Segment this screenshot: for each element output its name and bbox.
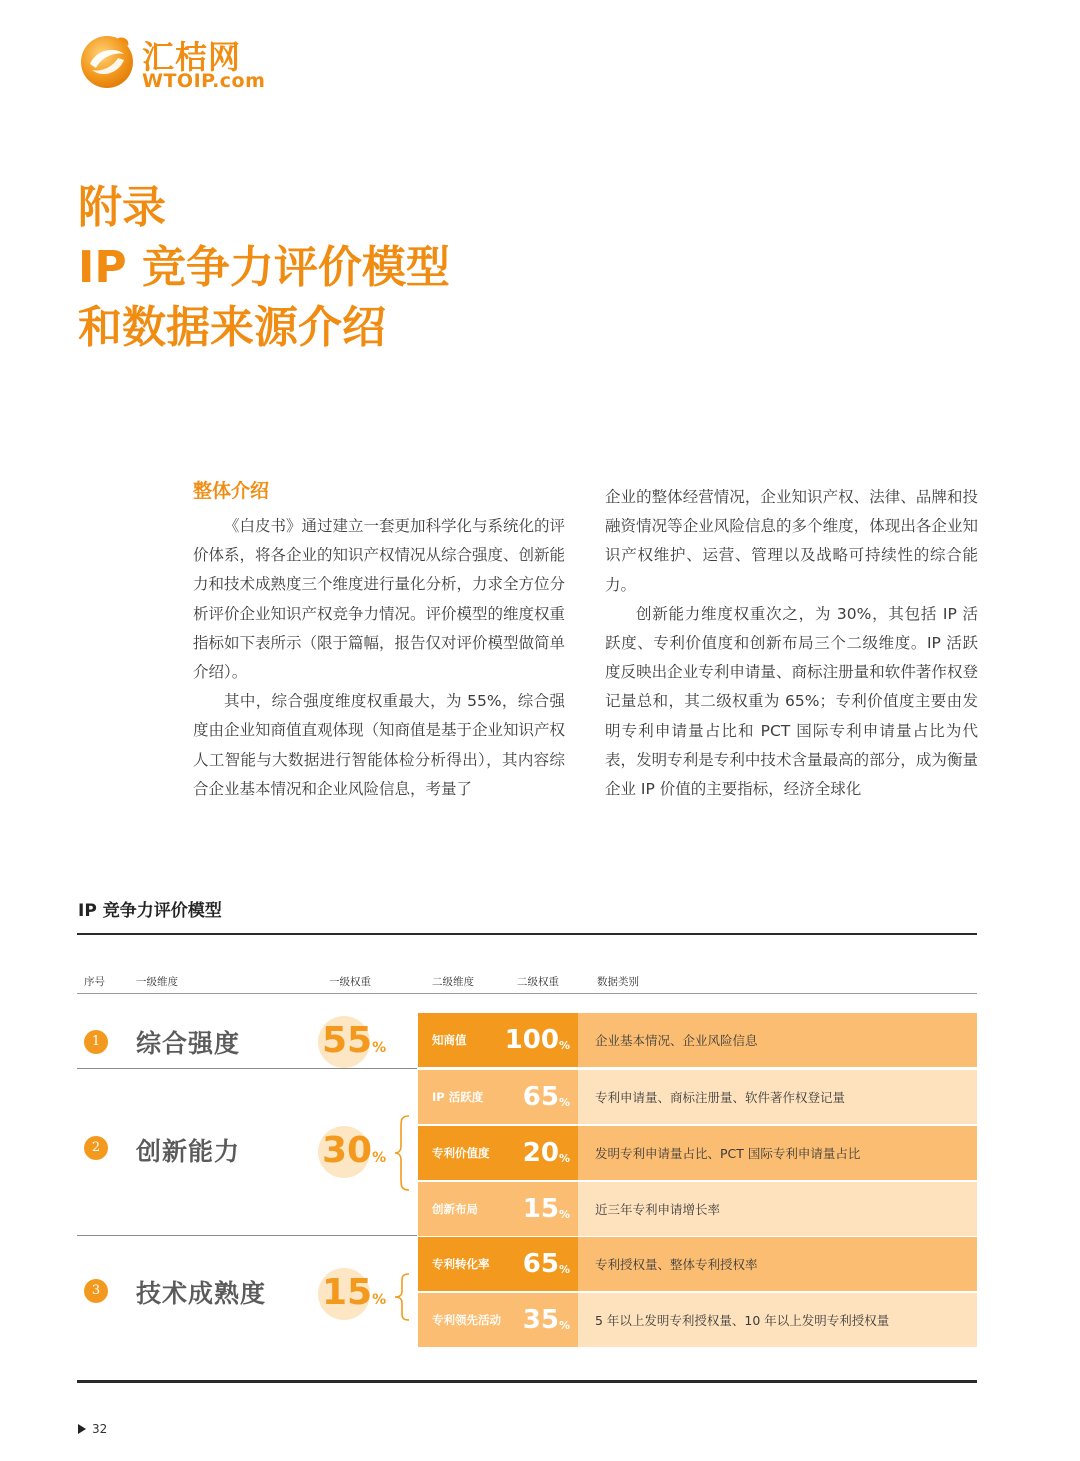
level1-weight-value: 30 [322,1130,373,1171]
table-row [418,1182,977,1236]
level1-name: 技术成熟度 [136,1279,267,1308]
level2-weight [512,1293,578,1347]
intro-column-left [193,512,565,804]
level2-name: 专利领先活动 [418,1293,512,1347]
level2-weight [512,1182,578,1236]
wtoip-logo-icon [78,32,136,90]
level2-weight [512,1070,578,1124]
level1-weight-unit: % [372,1150,387,1166]
data-type: 专利授权量、整体专利授权率 [578,1237,977,1291]
level2-weight-value: 20 [522,1138,559,1168]
level2-weight-unit: % [558,1095,570,1109]
level2-weight-value: 35 [522,1305,559,1335]
table-row [418,1237,977,1291]
header-index: 序号 [84,976,105,988]
header-level1: 一级维度 [136,976,178,988]
level2-name: 专利转化率 [418,1237,512,1291]
level1-weight-value: 15 [322,1272,373,1313]
header-level1-weight: 一级权重 [329,976,371,988]
group-index-badge: 1 [84,1030,108,1054]
intro-column-right [605,483,978,804]
title-line-2: IP 竞争力评价模型 [78,242,450,293]
level2-weight-value: 100 [504,1025,559,1055]
level2-weight [504,1013,578,1067]
intro-paragraph: 其中，综合强度维度权重最大，为 55%，综合强度由企业知商值直观体现（知商值是基于企业知识产权人工智能与大数据进行智能体检分析得出），其内容综合企业基本情况和企业风险信息，考量了 [193,692,566,798]
logo-name-cn: 汇桔网 [142,38,242,76]
level2-weight-unit: % [558,1151,570,1165]
intro-paragraph: 企业的整体经营情况，企业知识产权、法律、品牌和投融资情况等企业风险信息的多个维度，体现出各企业知识产权维护、运营、管理以及战略可持续性的综合能力。 [605,488,978,594]
data-type: 发明专利申请量占比、PCT 国际专利申请量占比 [578,1126,977,1180]
data-type: 5 年以上发明专利授权量、10 年以上发明专利授权量 [578,1293,977,1347]
table-row [418,1126,977,1180]
level2-weight [512,1237,578,1291]
table-row [418,1013,977,1067]
logo-name-en: WTOIP.com [142,70,266,92]
title-line-1: 附录 [78,182,166,233]
level2-weight-value: 65 [522,1082,559,1112]
group-index-badge: 2 [84,1136,108,1160]
level2-weight-unit: % [558,1318,570,1332]
level2-name: IP 活跃度 [418,1070,512,1124]
level2-weight-unit: % [558,1038,570,1052]
logo [78,30,278,94]
section-heading: 整体介绍 [193,480,270,502]
level1-weight-unit: % [372,1292,387,1308]
level2-weight [512,1126,578,1180]
table-row [418,1070,977,1124]
level2-name: 创新布局 [418,1182,512,1236]
header-level2-weight: 二级权重 [517,976,559,988]
table-top-rule [77,933,977,935]
table-bottom-rule [77,1380,977,1383]
intro-paragraph: 创新能力维度权重次之，为 30%，其包括 IP 活跃度、专利价值度和创新布局三个二级维度。IP 活跃度反映出企业专利申请量、商标注册量和软件著作权登记量总和，其二级权重为 65%；专利价值度主要由发明专利申请量占比和 PCT 国际专利申请量占比为代表，发明专利是专利中技术含量最高的部分，成为衡量企业 IP 价值的主要指标，经济全球化 [605,604,978,799]
group-divider [77,1235,417,1236]
model-title: IP 竞争力评价模型 [78,901,222,921]
page-number: 32 [92,1422,108,1436]
data-type: 专利申请量、商标注册量、软件著作权登记量 [578,1070,977,1124]
level2-weight-value: 65 [522,1249,559,1279]
table-row [418,1293,977,1347]
level2-name: 知商值 [418,1013,512,1067]
bracket-icon [393,1114,411,1192]
level2-weight-value: 15 [522,1194,559,1224]
page-title [78,178,450,358]
level1-weight [316,1012,406,1068]
group-divider [77,1068,417,1069]
header-data-type: 数据类别 [597,976,639,988]
intro-paragraph: 《白皮书》通过建立一套更加科学化与系统化的评价体系，将各企业的知识产权情况从综合强度、创新能力和技术成熟度三个维度进行量化分析，力求全方位分析评价企业知识产权竞争力情况。评价模型的维度权重指标如下表所示（限于篇幅，报告仅对评价模型做简单介绍）。 [193,517,566,682]
level1-weight-unit: % [372,1040,387,1056]
triangle-right-icon [78,1424,86,1434]
level2-weight-unit: % [558,1207,570,1221]
level1-weight-value: 55 [322,1020,373,1061]
header-rule [77,993,977,994]
level2-weight-unit: % [558,1262,570,1276]
page-footer [78,1422,107,1436]
level1-name: 创新能力 [136,1137,241,1166]
data-type: 近三年专利申请增长率 [578,1182,977,1236]
level2-name: 专利价值度 [418,1126,512,1180]
title-line-3: 和数据来源介绍 [78,302,386,353]
bracket-icon [393,1272,411,1322]
level1-name: 综合强度 [136,1029,241,1058]
data-type: 企业基本情况、企业风险信息 [578,1013,977,1067]
header-level2: 二级维度 [432,976,474,988]
group-index-badge: 3 [84,1279,108,1303]
